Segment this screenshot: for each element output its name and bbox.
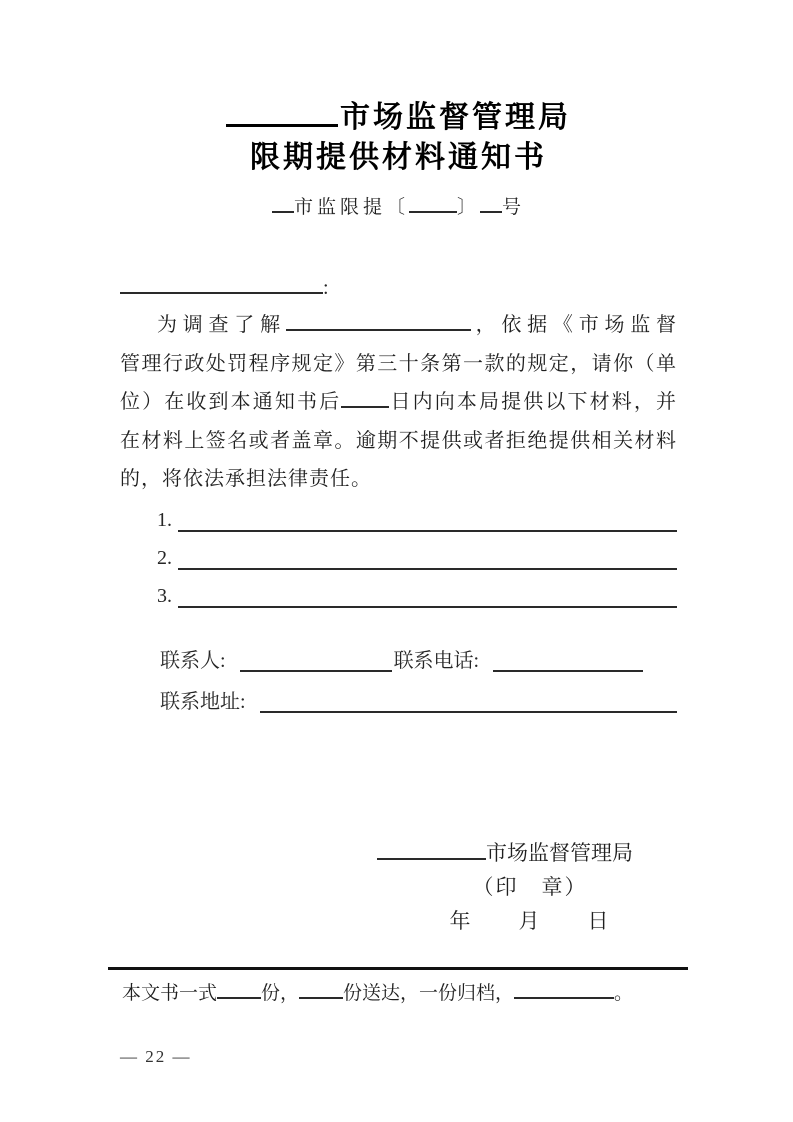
signature-block	[377, 836, 633, 938]
signature-agency-line	[377, 836, 633, 870]
material-item-blank	[178, 589, 677, 608]
body-line-5: 的，将依法承担法律责任。	[120, 468, 372, 491]
salutation-colon: :	[323, 277, 329, 300]
recipient-name-blank	[120, 275, 323, 294]
item-number: 3.	[157, 585, 172, 608]
body-line-2: 管理行政处罚程序规定》第三十条第一款的规定，请你（单	[120, 352, 677, 375]
footer-text: 份送达，一份归档，	[343, 983, 515, 1005]
doc-no-suffix: 号	[502, 197, 526, 219]
body-text: 位）在收到本通知书后	[120, 391, 342, 414]
signature-date-line: 年 月 日	[449, 909, 611, 934]
contact-address-line	[120, 687, 677, 717]
body-line-3	[120, 383, 677, 422]
body-text: 为调查了解	[157, 314, 286, 337]
title-line1	[120, 98, 677, 138]
doc-no-serial-blank	[480, 195, 502, 213]
copies-count-blank	[217, 981, 261, 999]
contact-address-blank	[260, 694, 677, 713]
salutation-line	[120, 273, 677, 303]
body-line-1	[120, 306, 677, 345]
material-item-1	[120, 501, 677, 539]
days-limit-blank	[341, 389, 389, 408]
contact-person-blank	[240, 653, 392, 672]
footer-divider	[108, 967, 688, 970]
material-item-3	[120, 577, 677, 615]
material-item-2	[120, 539, 677, 577]
contact-phone-label: 联系电话:	[393, 650, 480, 673]
contact-address-label: 联系地址:	[160, 691, 246, 714]
contact-person-label: 联系人:	[160, 650, 226, 673]
item-number: 2.	[157, 547, 172, 570]
item-number: 1.	[157, 509, 172, 532]
doc-no-region-blank	[272, 195, 294, 213]
footer-text: 本文书一式	[122, 983, 218, 1005]
contact-person-line	[120, 646, 677, 676]
contact-phone-blank	[493, 653, 643, 672]
body-text: ，依据《市场监督	[470, 314, 678, 337]
material-item-blank	[178, 551, 677, 570]
footer-extra-blank	[514, 981, 614, 999]
agency-name-blank	[226, 102, 338, 128]
distribution-note	[122, 981, 677, 1007]
copies-served-blank	[299, 981, 343, 999]
material-list	[120, 501, 677, 615]
body-line-4: 在材料上签名或者盖章。逾期不提供或者拒绝提供相关材料	[120, 429, 677, 452]
signature-agency-blank	[377, 840, 486, 860]
investigation-matter-blank	[286, 312, 471, 331]
doc-no-close-bracket: 〕	[456, 197, 480, 219]
title-line2: 限期提供材料通知书	[250, 141, 547, 174]
seal-placeholder: （印 章）	[472, 875, 588, 900]
signature-agency-suffix: 市场监督管理局	[486, 841, 633, 866]
material-item-blank	[178, 513, 677, 532]
doc-no-prefix: 市监限提〔	[293, 197, 409, 219]
title-agency-suffix: 市场监督管理局	[340, 101, 571, 134]
footer-text: 份，	[261, 983, 300, 1005]
doc-no-year-blank	[409, 195, 457, 213]
body-paragraph	[120, 306, 677, 499]
doc-number-line	[120, 195, 677, 221]
page-number: — 22 —	[120, 1047, 192, 1067]
footer-text: 。	[614, 983, 634, 1005]
body-text: 日内向本局提供以下材料，并	[389, 391, 678, 414]
